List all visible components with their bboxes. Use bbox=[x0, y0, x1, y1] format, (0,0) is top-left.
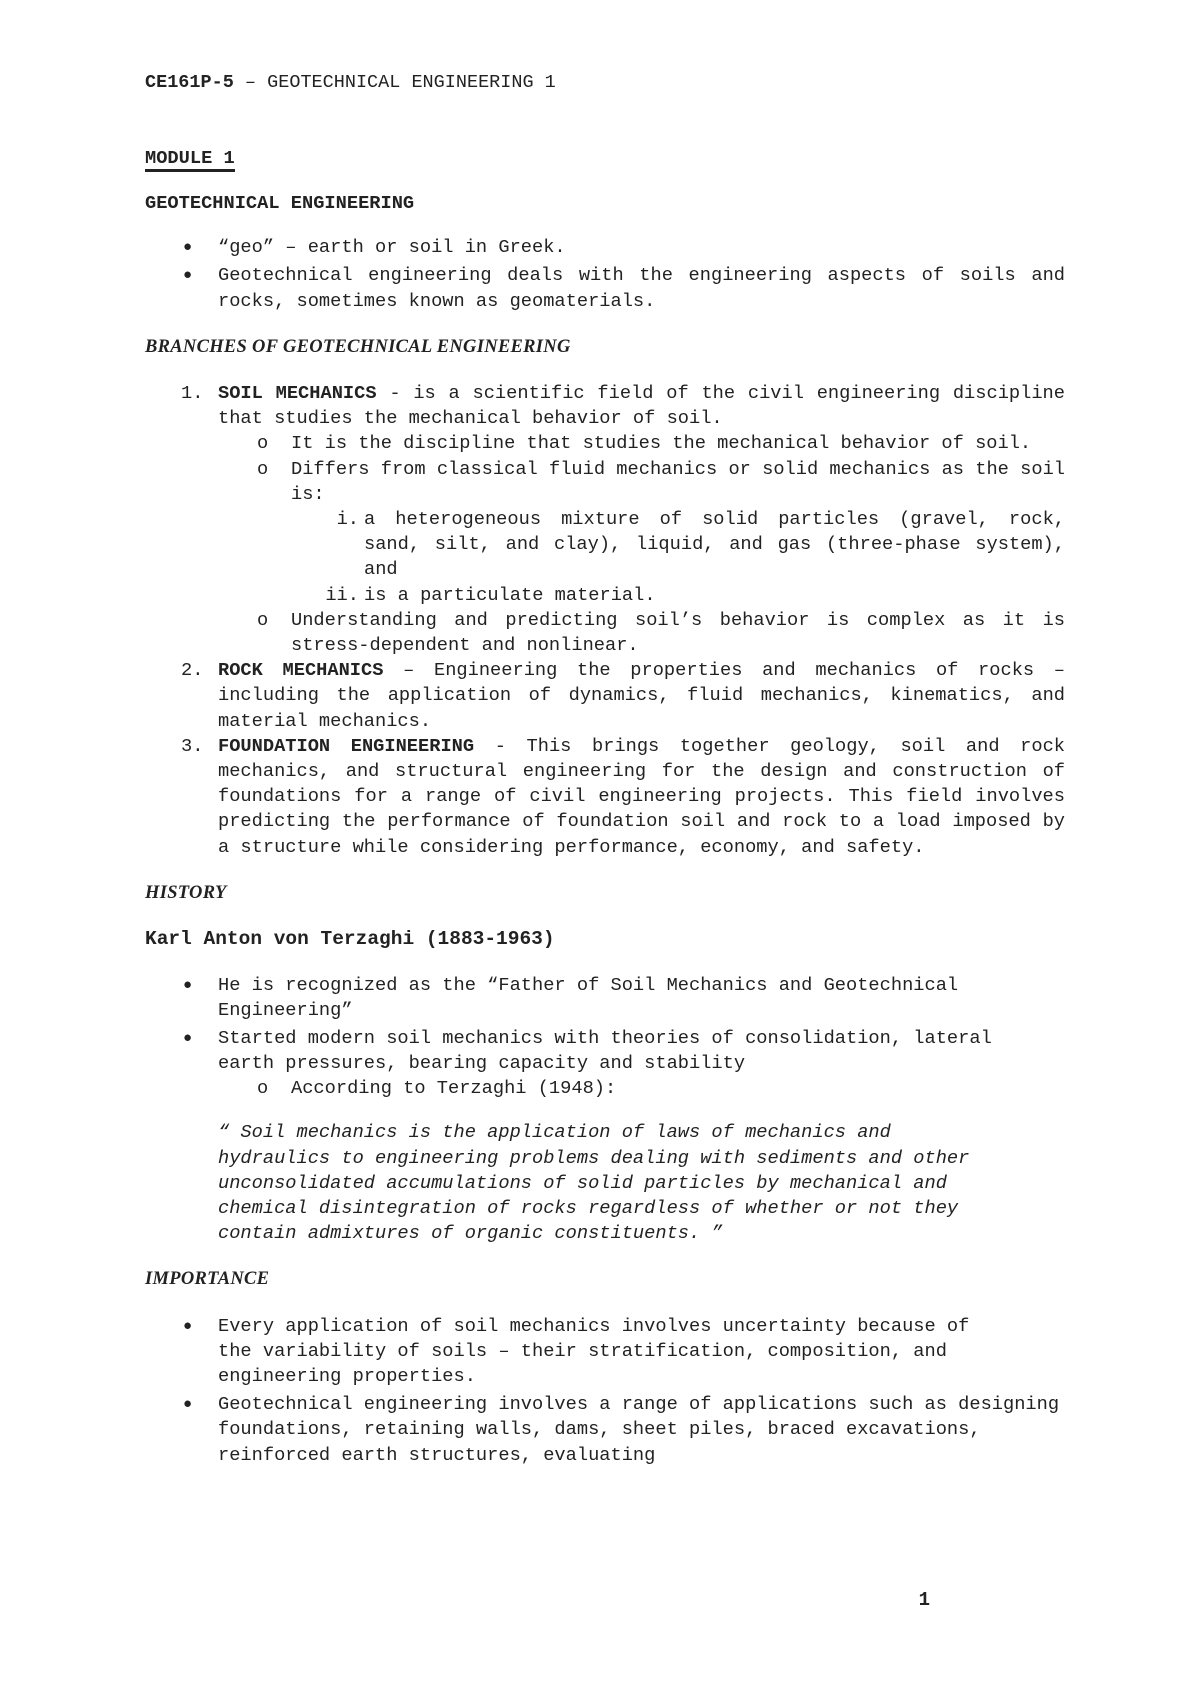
bullet-icon: ● bbox=[183, 977, 193, 995]
document-page bbox=[145, 0, 1065, 1696]
list-item: ● Geotechnical engineering involves a range of applications such as designing foundations, retaining walls, dams, sheet piles, braced excavations, reinforced earth structures, evaluating bbox=[183, 1393, 1060, 1466]
bullet-icon: ● bbox=[183, 239, 193, 257]
term-foundation-engineering: FOUNDATION ENGINEERING bbox=[218, 734, 475, 757]
roman-list-item: ii. is a particulate material. bbox=[325, 583, 656, 606]
document-body bbox=[145, 146, 1065, 1468]
list-item: ● “geo” – earth or soil in Greek. bbox=[145, 235, 1065, 260]
list-item: ● Every application of soil mechanics involves uncertainty because of the variability of soils – their stratification, composition, and engineering properties. bbox=[183, 1314, 970, 1387]
course-title: – GEOTECHNICAL ENGINEERING 1 bbox=[233, 72, 556, 93]
section-heading-branches: BRANCHES OF GEOTECHNICAL ENGINEERING bbox=[145, 336, 571, 357]
list-item-foundation-engineering: 3. FOUNDATION ENGINEERING - This brings together geology, soil and rock mechanics, and structural engineering for the design and construction of foundations for a range of civil engineering projects. This field involves predicting the performance of foundation soil and rock to a load imposed by a structure while considering performance, economy, and safety. bbox=[181, 734, 1066, 858]
bullet-icon: ● bbox=[183, 267, 193, 285]
section-heading-importance: IMPORTANCE bbox=[145, 1269, 270, 1290]
sub-list-item: o Differs from classical fluid mechanics or solid mechanics as the soil is: bbox=[257, 457, 1065, 505]
terzaghi-quote: “ Soil mechanics is the application of laws of mechanics and hydraulics to engineering problems dealing with sediments and other unconsolidated accumulations of solid particles by mechanical and chemical disintegration of rocks regardless of whether or not they contain admixtures of organic constituents. ” bbox=[218, 1121, 970, 1245]
sub-list-item: o Understanding and predicting soil’s behavior is complex as it is stress-dependent and nonlinear. bbox=[257, 608, 1065, 657]
roman-list-item: i. a heterogeneous mixture of solid particles (gravel, rock, sand, silt, and clay), liquid, and gas (three-phase system), and bbox=[336, 508, 1065, 581]
bullet-icon: ● bbox=[183, 1317, 193, 1335]
terzaghi-heading: Karl Anton von Terzaghi (1883-1963) bbox=[145, 928, 555, 951]
section-heading-history: HISTORY bbox=[145, 882, 227, 903]
module-label-row bbox=[145, 146, 1065, 172]
page-header bbox=[145, 70, 556, 95]
module-label: MODULE 1 bbox=[145, 147, 235, 172]
list-item: ● Geotechnical engineering deals with the engineering aspects of soils and rocks, sometimes known as geomaterials. bbox=[183, 264, 1065, 312]
list-item: ● Started modern soil mechanics with theories of consolidation, lateral earth pressures, bearing capacity and stability bbox=[183, 1026, 992, 1074]
list-item: ● He is recognized as the “Father of Soil Mechanics and Geotechnical Engineering” bbox=[183, 974, 959, 1022]
term-soil-mechanics: SOIL MECHANICS bbox=[218, 382, 377, 405]
section-heading-geotechnical: GEOTECHNICAL ENGINEERING bbox=[145, 192, 415, 214]
course-code: CE161P-5 bbox=[145, 72, 234, 93]
page-number: 1 bbox=[918, 1589, 930, 1611]
sub-list-item: o It is the discipline that studies the mechanical behavior of soil. bbox=[257, 432, 1032, 455]
list-item-soil-mechanics: 1. SOIL MECHANICS - is a scientific field of the civil engineering discipline that studies the mechanical behavior of soil. bbox=[181, 382, 1065, 430]
bullet-icon: ● bbox=[183, 1396, 193, 1414]
list-item-rock-mechanics: 2. ROCK MECHANICS – Engineering the properties and mechanics of rocks – including the application of dynamics, fluid mechanics, kinematics, and material mechanics. bbox=[181, 659, 1065, 732]
term-rock-mechanics: ROCK MECHANICS bbox=[218, 659, 384, 682]
sub-list-item: o According to Terzaghi (1948): bbox=[257, 1077, 617, 1100]
bullet-icon: ● bbox=[183, 1029, 193, 1047]
